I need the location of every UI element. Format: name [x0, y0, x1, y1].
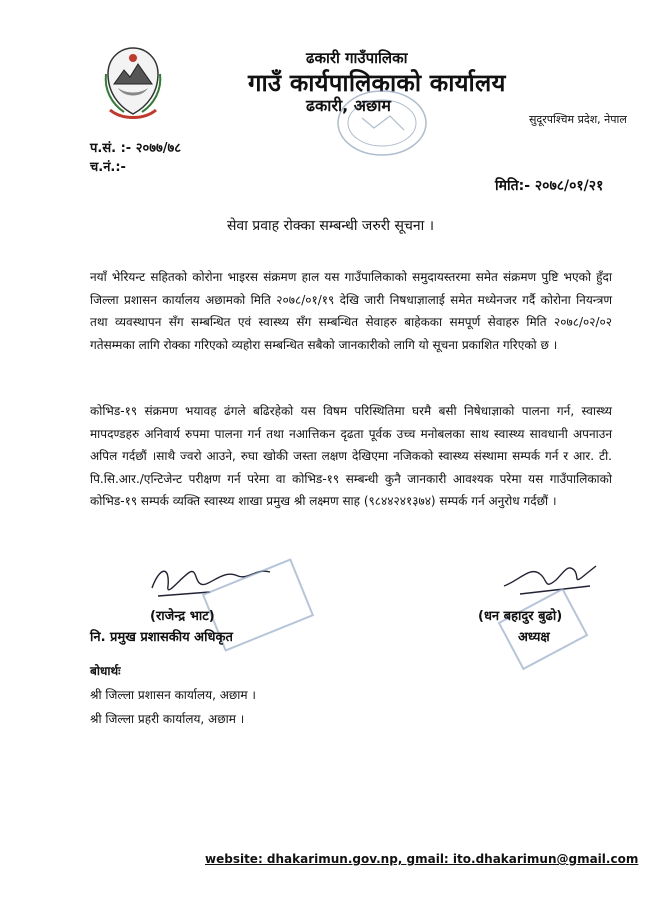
- letter-number: प.सं. :- २०७७/७८: [90, 141, 182, 156]
- footer-contact: website: dhakarimun.gov.np, gmail: ito.dhakarimun@gmail.com: [205, 852, 639, 866]
- left-signatory-name: (राजेन्द्र भाट): [150, 609, 215, 624]
- body-paragraph-2: कोभिड-१९ संक्रमण भयावह ढंगले बढिरहेको यस विषम परिस्थितिमा घरमै बसी निषेधाज्ञाको पालना गर्न, स्वास्थ्य मापदण्डहरु अनिवार्य रुपमा पालना गर्न तथा नआत्तिकन दृढता पूर्वक उच्च मनोबलका साथ स्वास्थ्य सावधानी अपनाउन अपिल गर्दछौं ।साथै ज्वरो आउने, रुघा खोकी जस्ता लक्षण देखिएमा नजिकको स्वास्थ्य संस्थामा सम्पर्क गर्न र आर. टी. पि.सि.आर./एन्टिजेन्ट परीक्षण गर्न परेमा वा कोभिड-१९ सम्बन्धी कुनै जानकारी आवश्यक परेमा यस गाउँपालिकाको कोभिड-१९ सम्पर्क व्यक्ति स्वास्थ्य शाखा प्रमुख श्री लक्ष्मण साह (९८४४२४१३७४) सम्पर्क गर्न अनुरोध गर्दछौं ।: [90, 404, 612, 509]
- dispatch-number: च.नं.:-: [90, 160, 126, 175]
- nepal-emblem-icon: [102, 44, 164, 122]
- cc-item: श्री जिल्ला प्रहरी कार्यालय, अछाम ।: [90, 712, 245, 726]
- cc-heading: बोधार्थः: [90, 664, 121, 678]
- office-seal-icon: [334, 88, 430, 158]
- left-signatory-title: नि. प्रमुख प्रशासकीय अधिकृत: [90, 630, 233, 645]
- right-signatory-title: अध्यक्ष: [518, 630, 550, 645]
- municipality-name: ढकारी गाउँपालिका: [306, 49, 408, 67]
- right-signatory-name: (धन बहादुर बुढो): [478, 609, 563, 624]
- letter-date: मिति:- २०७८/०१/२१: [495, 178, 604, 194]
- cc-item: श्री जिल्ला प्रशासन कार्यालय, अछाम ।: [90, 688, 256, 702]
- province-label: सुदूरपश्चिम प्रदेश, नेपाल: [529, 113, 627, 126]
- notice-subject: सेवा प्रवाह रोक्का सम्बन्धी जरुरी सूचना ।: [226, 218, 435, 234]
- body-paragraph-1: नयाँ भेरियन्ट सहितको कोरोना भाइरस संक्रमण हाल यस गाउँपालिकाको समुदायस्तरमा समेत संक्रमण पुष्टि भएको हुँदा जिल्ला प्रशासन कार्यालय अछामको मिति २०७८/०१/१९ देखि जारी निषधाज्ञालाई समेत मध्येनजर गर्दै कोरोना नियन्त्रण तथा व्यवस्थापन सँग सम्बन्धित एवं स्वास्थ्य सँग सम्बन्धित सेवाहरु बाहेकका समपूर्ण सेवाहरु मिति २०७८/०२/०२ गतेसम्मका लागि रोक्का गरिएको व्यहोरा सम्बन्धित सबैको जानकारीको लागि यो सूचना प्रकाशित गरिएको छ ।: [90, 270, 612, 352]
- office-address: ढकारी, अछाम: [306, 96, 391, 115]
- office-title: गाउँ कार्यपालिकाको कार्यालय: [248, 69, 506, 97]
